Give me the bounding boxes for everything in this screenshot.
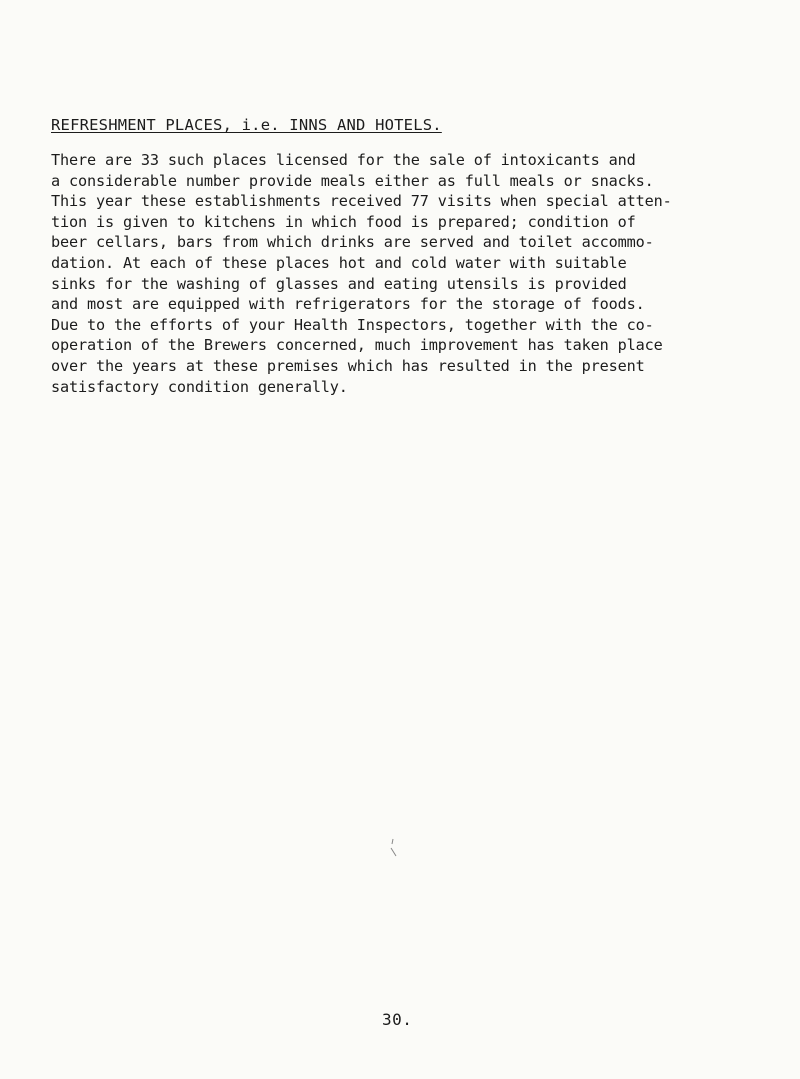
paragraph-line: operation of the Brewers concerned, much improvement has taken place: [51, 336, 663, 355]
body-paragraph: [51, 150, 791, 397]
paragraph-line: and most are equipped with refrigerators for the storage of foods.: [51, 295, 645, 314]
paragraph-line: There are 33 such places licensed for the sale of intoxicants and: [51, 151, 636, 169]
paragraph-line: This year these establishments received 77 visits when special atten-: [51, 192, 672, 211]
paragraph-line: tion is given to kitchens in which food is prepared; condition of: [51, 212, 636, 231]
paragraph-line: a considerable number provide meals either as full meals or snacks.: [51, 171, 654, 190]
page-number: 30.: [382, 1010, 413, 1029]
paragraph-line: over the years at these premises which has resulted in the present: [51, 356, 645, 375]
paragraph-line: sinks for the washing of glasses and eating utensils is provided: [51, 274, 627, 293]
paragraph-line: satisfactory condition generally.: [51, 377, 348, 396]
section-heading: REFRESHMENT PLACES, i.e. INNS AND HOTELS.: [51, 116, 442, 134]
paragraph-line: Due to the efforts of your Health Inspectors, together with the co-: [51, 315, 654, 334]
stray-pen-mark: [388, 838, 398, 858]
paragraph-line: beer cellars, bars from which drinks are served and toilet accommo-: [51, 233, 654, 252]
paragraph-line: dation. At each of these places hot and cold water with suitable: [51, 253, 627, 272]
